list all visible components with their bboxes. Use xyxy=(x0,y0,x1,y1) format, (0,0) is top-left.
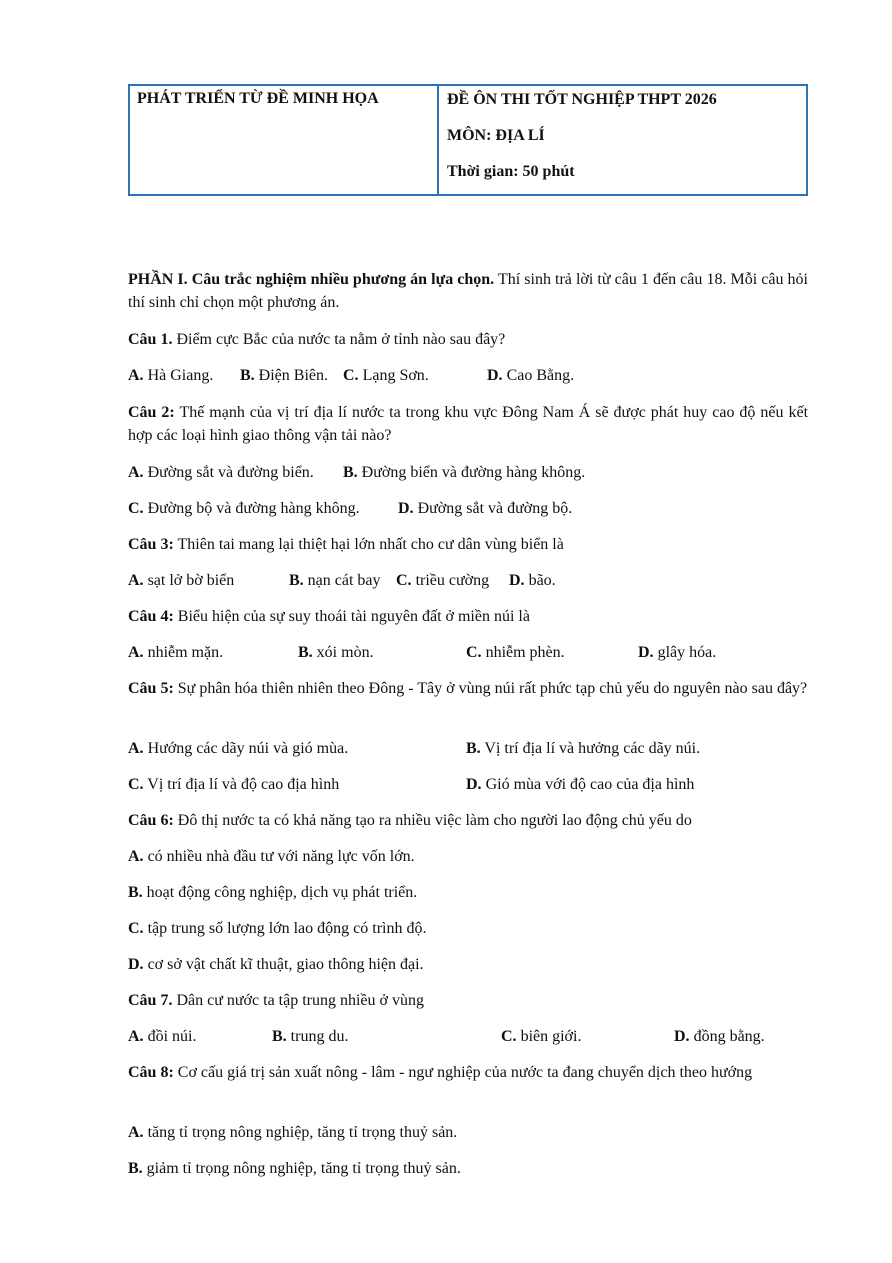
option-a: A. có nhiều nhà đầu tư với năng lực vốn lớn. xyxy=(128,848,415,865)
header-origin: PHÁT TRIỂN TỪ ĐỀ MINH HỌA xyxy=(130,86,439,194)
question-label: Câu 6: xyxy=(128,812,174,829)
question-text: Biểu hiện của sự suy thoái tài nguyên đất ở miền núi là xyxy=(173,608,530,625)
question-label: Câu 2: xyxy=(128,404,175,421)
option-d: D. đồng bằng. xyxy=(674,1028,765,1045)
question-label: Câu 4: xyxy=(128,608,174,625)
option-a: A. Đường sắt và đường biển. xyxy=(128,464,314,481)
question-1 xyxy=(128,328,505,351)
question-text: Sự phân hóa thiên nhiên theo Đông - Tây ở vùng núi rất phức tạp chủ yếu do nguyên nào sau đây? xyxy=(173,680,808,697)
option-c: C. Lạng Sơn. xyxy=(343,367,429,384)
question-text: Thế mạnh của vị trí địa lí nước ta trong khu vực Đông Nam Á sẽ được phát huy cao độ nếu kết hợp các loại hình giao thông vận tải nào? xyxy=(128,404,809,444)
option-c: C. Vị trí địa lí và độ cao địa hình xyxy=(128,776,340,793)
question-label: Câu 8: xyxy=(128,1064,174,1081)
question-text: Cơ cấu giá trị sản xuất nông - lâm - ngư nghiệp của nước ta đang chuyển dịch theo hướng xyxy=(173,1064,753,1081)
header-exam-info xyxy=(439,86,806,194)
question-8 xyxy=(128,1061,808,1084)
question-text: Điểm cực Bắc của nước ta nằm ở tỉnh nào sau đây? xyxy=(172,331,506,348)
option-b: B. hoạt động công nghiệp, dịch vụ phát triển. xyxy=(128,884,418,901)
option-a: A. Hà Giang. xyxy=(128,367,214,384)
part1-heading: PHẦN I. Câu trắc nghiệm nhiều phương án lựa chọn. xyxy=(128,271,495,288)
option-b: B. Đường biển và đường hàng không. xyxy=(343,464,586,481)
option-d: D. Gió mùa với độ cao của địa hình xyxy=(466,776,695,793)
question-label: Câu 7. xyxy=(128,992,173,1009)
option-b: B. trung du. xyxy=(272,1028,349,1045)
exam-subject: MÔN: ĐỊA LÍ xyxy=(447,127,545,144)
option-d: D. glây hóa. xyxy=(638,644,717,661)
question-2 xyxy=(128,401,808,447)
part1-instruction: Thí sinh trả lời từ câu 1 đến câu 18. Mỗi câu hỏi thí sinh chỉ chọn một phương án. xyxy=(128,271,809,311)
question-text: Dân cư nước ta tập trung nhiều ở vùng xyxy=(172,992,424,1009)
question-5 xyxy=(128,677,808,700)
question-label: Câu 1. xyxy=(128,331,173,348)
question-3 xyxy=(128,533,564,556)
question-text: Đô thị nước ta có khả năng tạo ra nhiều việc làm cho người lao động chủ yếu do xyxy=(173,812,692,829)
question-text: Thiên tai mang lại thiệt hại lớn nhất cho cư dân vùng biển là xyxy=(173,536,564,553)
option-d: D. Cao Bằng. xyxy=(487,367,575,384)
option-c: C. Đường bộ và đường hàng không. xyxy=(128,500,360,517)
question-4 xyxy=(128,605,530,628)
option-a: A. sạt lở bờ biển xyxy=(128,572,235,589)
exam-title: ĐỀ ÔN THI TỐT NGHIỆP THPT 2026 xyxy=(447,91,717,108)
option-c: C. tập trung số lượng lớn lao động có trình độ. xyxy=(128,920,427,937)
option-b: B. xói mòn. xyxy=(298,644,374,661)
option-b: B. Vị trí địa lí và hưởng các dãy núi. xyxy=(466,740,701,757)
option-a: A. Hướng các dãy núi và gió mùa. xyxy=(128,740,349,757)
question-6 xyxy=(128,809,692,832)
part1-intro xyxy=(128,268,808,314)
option-d: D. bão. xyxy=(509,572,556,589)
option-b: B. giảm tỉ trọng nông nghiệp, tăng tỉ trọng thuỷ sản. xyxy=(128,1160,461,1177)
option-b: B. Điện Biên. xyxy=(240,367,328,384)
header-table xyxy=(128,84,808,196)
option-a: A. tăng tỉ trọng nông nghiệp, tăng tỉ trọng thuỷ sản. xyxy=(128,1124,458,1141)
option-c: C. nhiễm phèn. xyxy=(466,644,565,661)
exam-time: Thời gian: 50 phút xyxy=(447,163,575,180)
option-b: B. nạn cát bay xyxy=(289,572,381,589)
option-a: A. đồi núi. xyxy=(128,1028,197,1045)
question-label: Câu 5: xyxy=(128,680,174,697)
option-d: D. Đường sắt và đường bộ. xyxy=(398,500,573,517)
question-label: Câu 3: xyxy=(128,536,174,553)
option-a: A. nhiễm mặn. xyxy=(128,644,224,661)
option-c: C. triều cường xyxy=(396,572,490,589)
question-7 xyxy=(128,989,424,1012)
option-d: D. cơ sở vật chất kĩ thuật, giao thông hiện đại. xyxy=(128,956,424,973)
option-c: C. biên giới. xyxy=(501,1028,582,1045)
